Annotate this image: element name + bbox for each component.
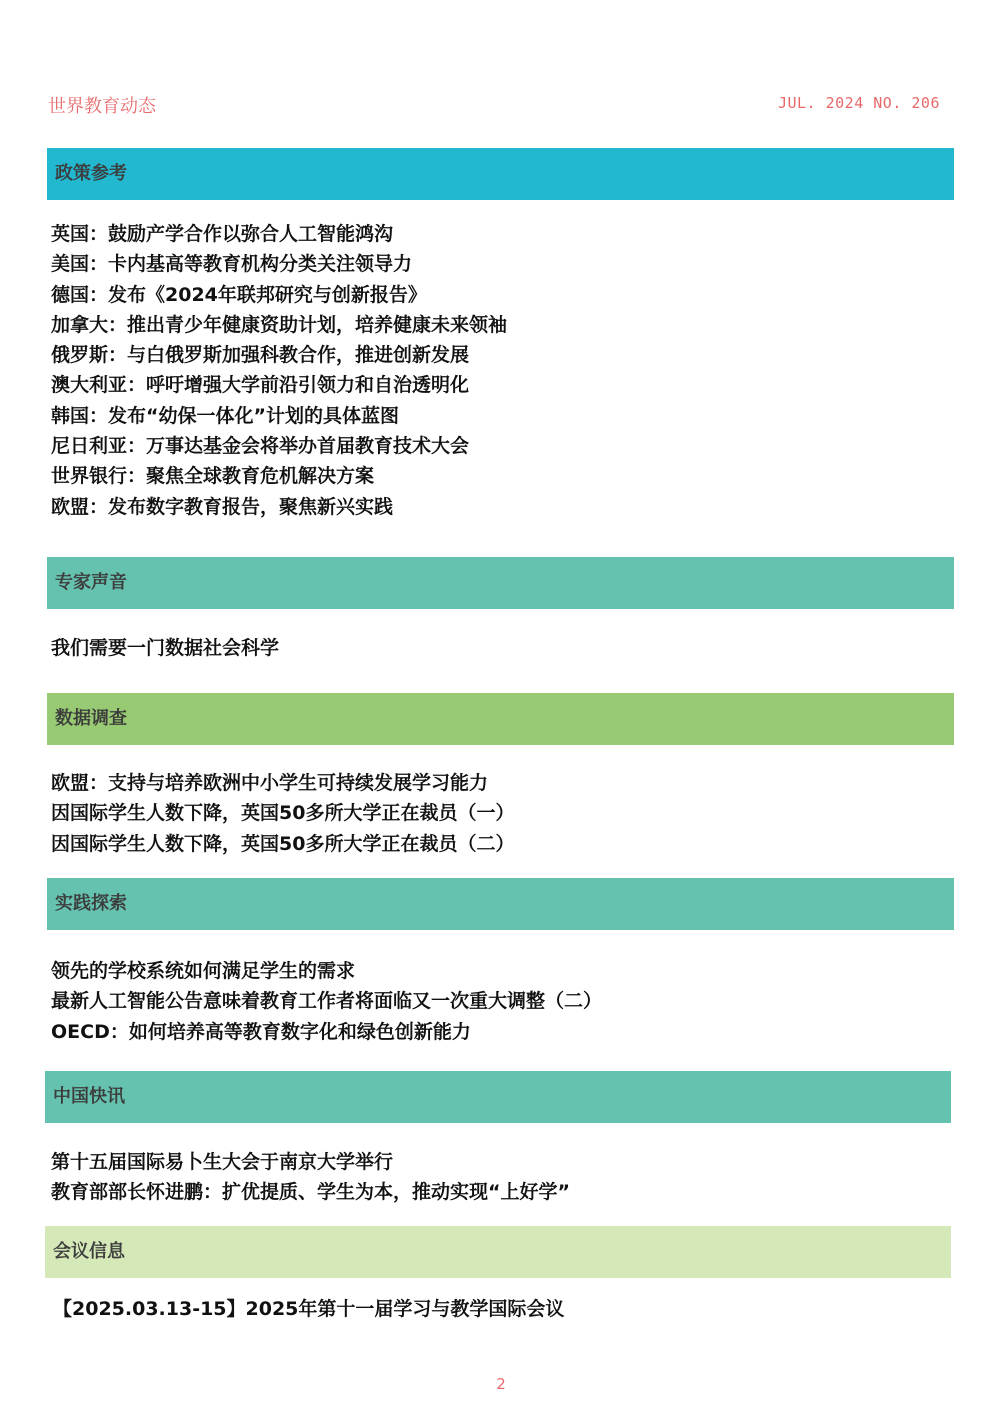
article-link[interactable]: 德国：发布《2024年联邦研究与创新报告》 — [51, 283, 427, 306]
article-link[interactable]: 俄罗斯：与白俄罗斯加强科教合作，推进创新发展 — [51, 344, 470, 367]
section-header: 中国快讯 — [45, 1071, 951, 1123]
issue-label: JUL. 2024 NO. 206 — [777, 94, 940, 112]
article-link[interactable]: 尼日利亚：万事达基金会将举办首届教育技术大会 — [51, 435, 470, 458]
page-number: 2 — [496, 1375, 506, 1393]
article-list — [47, 609, 954, 663]
article-link[interactable]: 【2025.03.13-15】2025年第十一届学习与教学国际会议 — [53, 1298, 565, 1320]
section-header: 会议信息 — [45, 1226, 951, 1278]
section-china-news — [45, 1071, 951, 1208]
article-link[interactable]: 欧盟：支持与培养欧洲中小学生可持续发展学习能力 — [51, 772, 489, 794]
article-list — [45, 1278, 951, 1324]
article-link[interactable]: 韩国：发布“幼保一体化”计划的具体蓝图 — [51, 404, 399, 427]
publication-title: 世界教育动态 — [48, 96, 156, 117]
article-link[interactable]: 世界银行：聚焦全球教育危机解决方案 — [51, 465, 375, 488]
section-practice — [47, 878, 954, 1047]
article-link[interactable]: 欧盟：发布数字教育报告，聚焦新兴实践 — [51, 495, 394, 518]
article-list — [45, 1123, 951, 1208]
section-header: 数据调查 — [47, 693, 954, 745]
section-header: 专家声音 — [47, 557, 954, 609]
article-link[interactable]: 澳大利亚：呼吁增强大学前沿引领力和自治透明化 — [51, 374, 470, 397]
article-link[interactable]: 因国际学生人数下降，英国50多所大学正在裁员（一） — [51, 802, 515, 825]
section-experts — [47, 557, 954, 663]
article-list — [47, 930, 954, 1047]
article-list — [47, 200, 954, 522]
article-link[interactable]: 英国：鼓励产学合作以弥合人工智能鸿沟 — [51, 223, 394, 245]
article-link[interactable]: 第十五届国际易卜生大会于南京大学举行 — [51, 1151, 394, 1173]
article-link[interactable]: 加拿大：推出青少年健康资助计划，培养健康未来领袖 — [51, 313, 508, 336]
article-link[interactable]: 教育部部长怀进鹏：扩优提质、学生为本，推动实现“上好学” — [51, 1181, 570, 1204]
article-link[interactable]: 我们需要一门数据社会科学 — [51, 637, 280, 659]
section-data-survey — [47, 693, 954, 859]
section-header: 实践探索 — [47, 878, 954, 930]
section-header: 政策参考 — [47, 148, 954, 200]
section-conferences — [45, 1226, 951, 1324]
article-link[interactable]: OECD：如何培养高等教育数字化和绿色创新能力 — [51, 1020, 471, 1043]
article-link[interactable]: 因国际学生人数下降，英国50多所大学正在裁员（二） — [51, 832, 515, 855]
section-policy — [47, 148, 954, 522]
article-link[interactable]: 最新人工智能公告意味着教育工作者将面临又一次重大调整（二） — [51, 990, 603, 1013]
article-link[interactable]: 美国：卡内基高等教育机构分类关注领导力 — [51, 253, 413, 276]
article-link[interactable]: 领先的学校系统如何满足学生的需求 — [51, 960, 356, 982]
article-list — [47, 745, 954, 859]
